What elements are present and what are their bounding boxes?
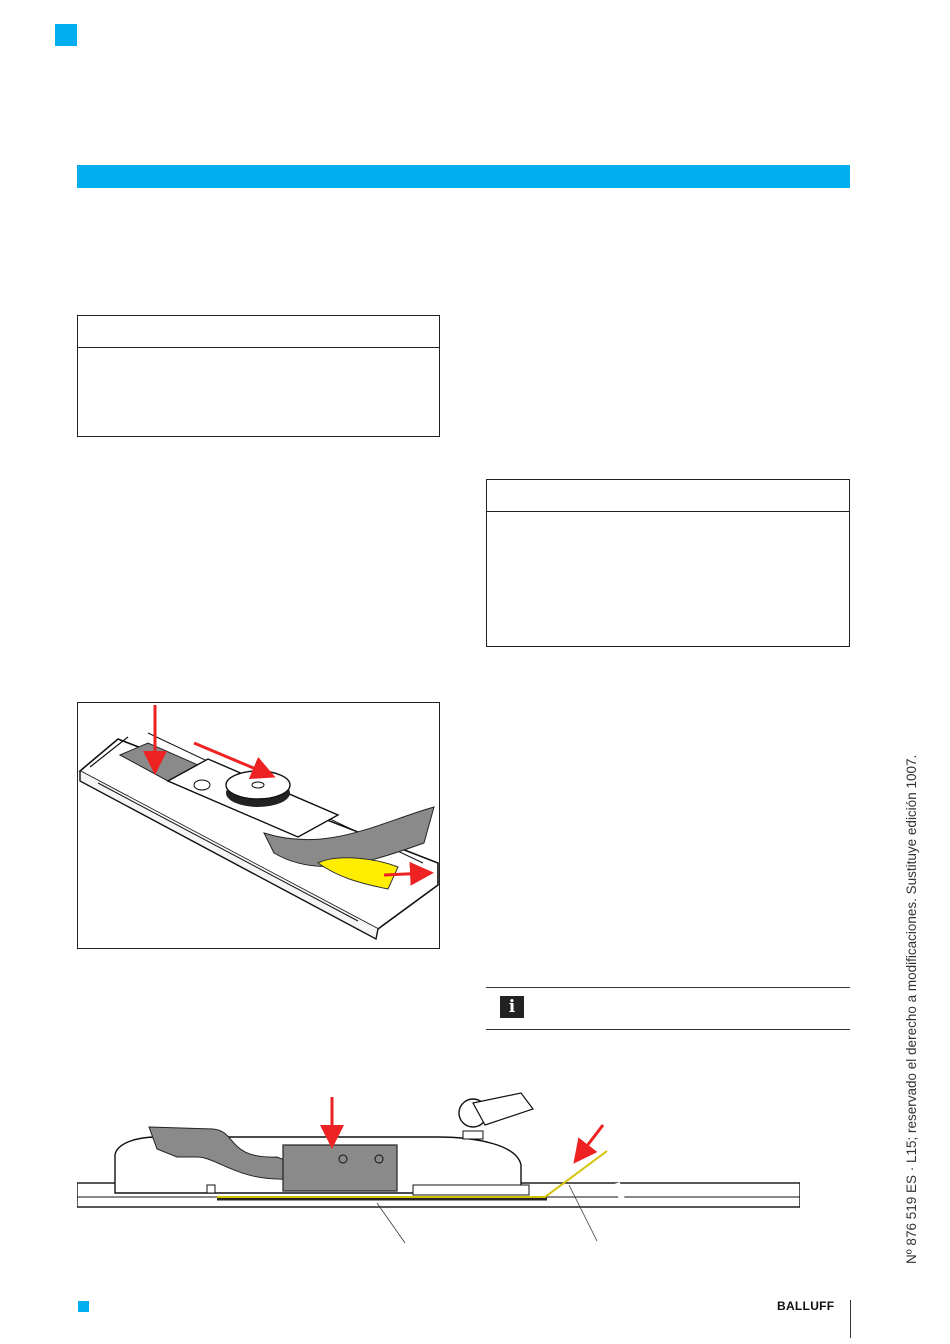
table-box-right	[486, 479, 850, 647]
magnetic-tape-mounting-illustration	[78, 703, 439, 948]
brand-logo: BALLUFF	[777, 1299, 835, 1313]
edition-note: Nº 876 519 ES · L15; reservado el derecho a modificaciones. Sustituye edición 1007.	[904, 754, 919, 1264]
table-box-left	[77, 315, 440, 437]
mounting-figure-top	[77, 702, 440, 949]
info-note	[486, 987, 850, 1030]
footer-marker	[78, 1301, 89, 1312]
section-header-bar	[77, 165, 850, 188]
info-icon: i	[500, 996, 524, 1018]
sensor-cross-section-illustration	[77, 1085, 800, 1250]
table-header-rule	[487, 511, 849, 512]
footer-divider	[850, 1300, 851, 1338]
table-header-rule	[78, 347, 439, 348]
mounting-figure-bottom	[77, 1085, 800, 1250]
corner-marker	[55, 24, 77, 46]
